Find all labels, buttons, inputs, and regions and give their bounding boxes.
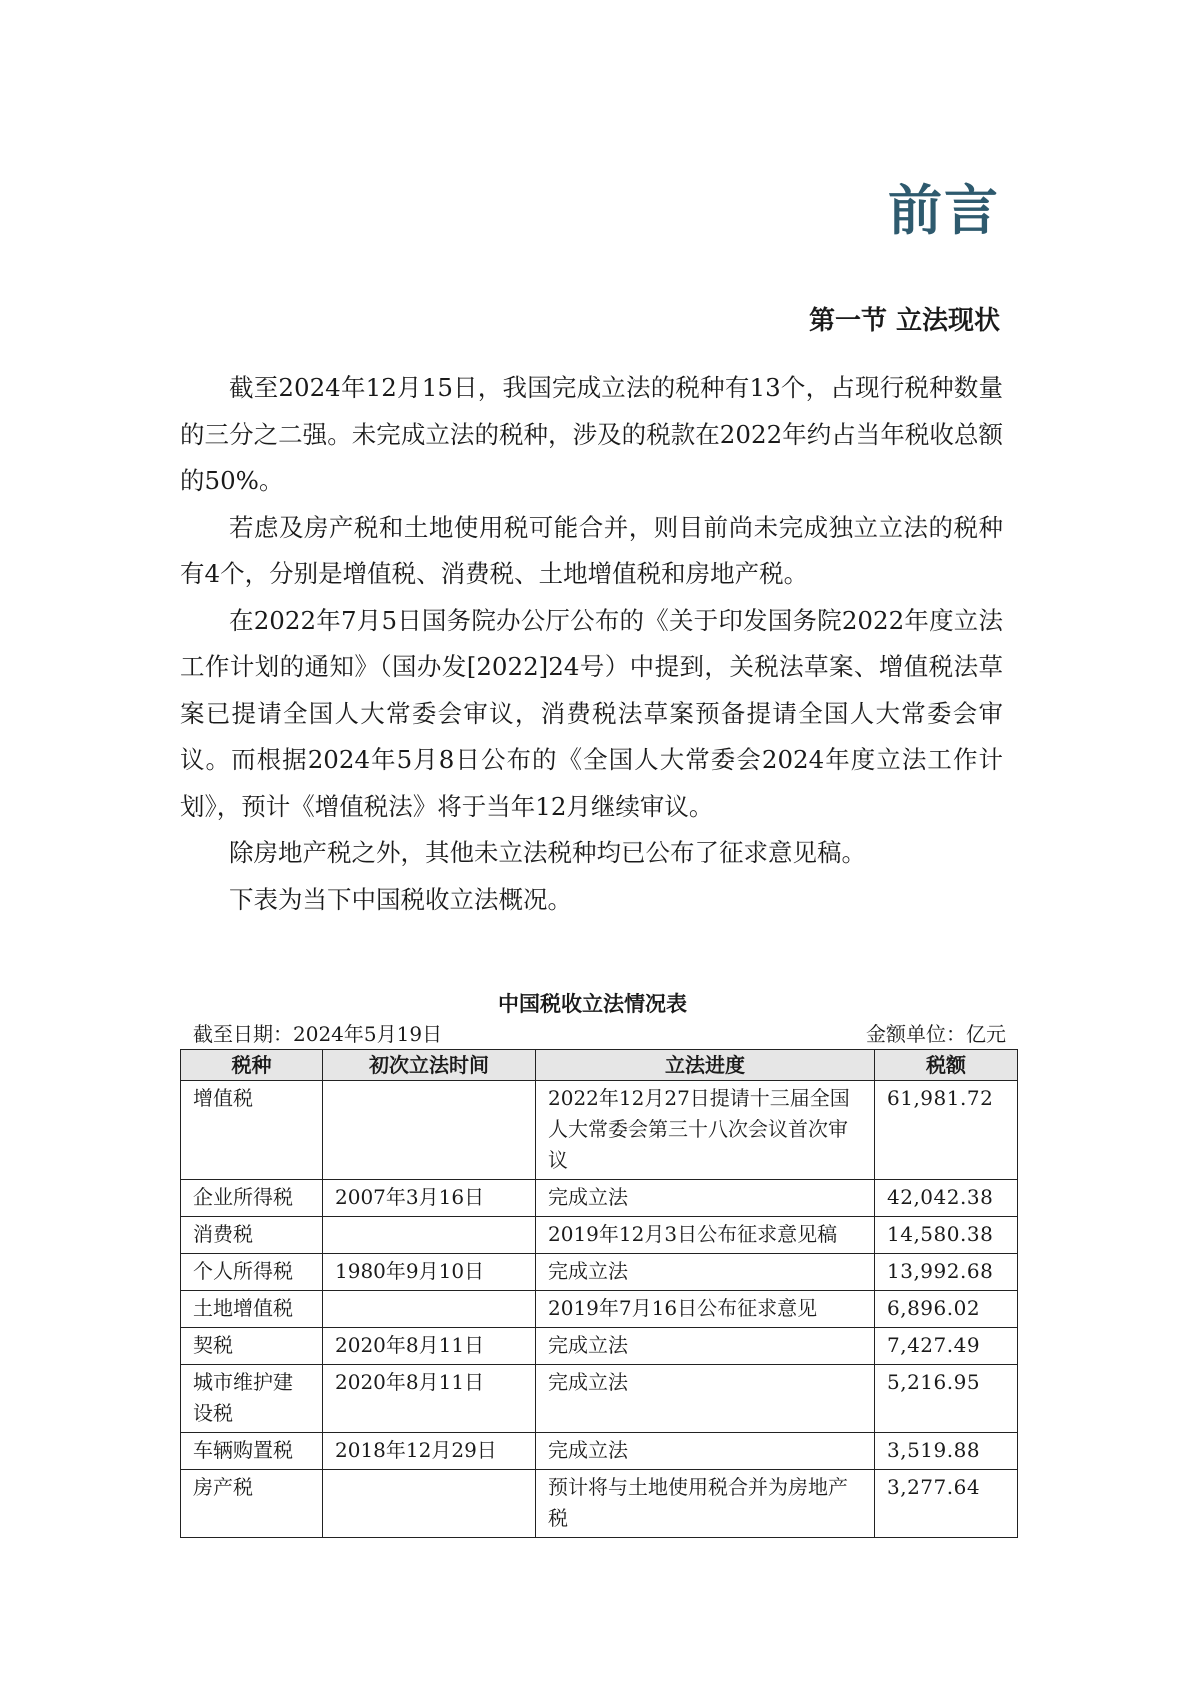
paragraph: 除房地产税之外，其他未立法税种均已公布了征求意见稿。 <box>229 838 866 867</box>
cell-first: 2020年8月11日 <box>323 1328 536 1365</box>
paragraph: 在2022年7月5日国务院办公厅公布的《关于印发国务院2022年度立法工作计划的通知》（国办发[2022]24号）中提到，关税法草案、增值税法草案已提请全国人大常委会审议，消费税法草案预备提请全国人大常委会审议。而根据2024年5月8日公布的《全国人大常委会2024年度立法工作计划》，预计《增值税法》将于当年12月继续审议。 <box>180 605 1003 821</box>
chapter-title: 前言 <box>888 179 1000 242</box>
table-header-row <box>181 1050 1018 1081</box>
cell-tax: 企业所得税 <box>181 1180 323 1217</box>
cell-first <box>323 1291 536 1328</box>
cell-first: 1980年9月10日 <box>323 1254 536 1291</box>
cell-first <box>323 1217 536 1254</box>
paragraph: 截至2024年12月15日，我国完成立法的税种有13个，占现行税种数量的三分之二强。未完成立法的税种，涉及的税款在2022年约占当年税收总额的50%。 <box>180 373 1003 495</box>
cell-amount: 61,981.72 <box>875 1081 1018 1180</box>
cell-amount: 3,277.64 <box>875 1470 1018 1538</box>
cell-tax: 车辆购置税 <box>181 1433 323 1470</box>
cell-tax: 城市维护建设税 <box>181 1365 323 1433</box>
cell-tax: 土地增值税 <box>181 1291 323 1328</box>
cell-amount: 13,992.68 <box>875 1254 1018 1291</box>
cell-first: 2020年8月11日 <box>323 1365 536 1433</box>
cell-progress: 2019年12月3日公布征求意见稿 <box>536 1217 875 1254</box>
cell-progress: 完成立法 <box>536 1328 875 1365</box>
cell-first: 2018年12月29日 <box>323 1433 536 1470</box>
table-row <box>181 1291 1018 1328</box>
table-row <box>181 1180 1018 1217</box>
cell-tax: 消费税 <box>181 1217 323 1254</box>
header-progress: 立法进度 <box>536 1050 875 1081</box>
cell-amount: 5,216.95 <box>875 1365 1018 1433</box>
header-first-legislation: 初次立法时间 <box>323 1050 536 1081</box>
table-unit-label: 金额单位：亿元 <box>866 1022 1006 1046</box>
cell-progress: 预计将与土地使用税合并为房地产税 <box>536 1470 875 1538</box>
section-title: 第一节 立法现状 <box>808 306 1000 336</box>
tax-legislation-table <box>180 1049 1018 1538</box>
table-row <box>181 1433 1018 1470</box>
table-row <box>181 1470 1018 1538</box>
cell-progress: 2019年7月16日公布征求意见 <box>536 1291 875 1328</box>
table-row <box>181 1217 1018 1254</box>
cell-first <box>323 1081 536 1180</box>
cell-first <box>323 1470 536 1538</box>
paragraph: 若虑及房产税和土地使用税可能合并，则目前尚未完成独立立法的税种有4个，分别是增值税、消费税、土地增值税和房地产税。 <box>180 512 1003 588</box>
table-title: 中国税收立法情况表 <box>498 992 687 1016</box>
header-amount: 税额 <box>875 1050 1018 1081</box>
table-row <box>181 1081 1018 1180</box>
body-text <box>180 365 1003 923</box>
cell-amount: 3,519.88 <box>875 1433 1018 1470</box>
cell-progress: 完成立法 <box>536 1254 875 1291</box>
paragraph: 下表为当下中国税收立法概况。 <box>229 884 572 914</box>
cell-first: 2007年3月16日 <box>323 1180 536 1217</box>
cell-tax: 增值税 <box>181 1081 323 1180</box>
table-row <box>181 1365 1018 1433</box>
table-row <box>181 1328 1018 1365</box>
cell-amount: 6,896.02 <box>875 1291 1018 1328</box>
cell-tax: 个人所得税 <box>181 1254 323 1291</box>
table-date-label: 截至日期：2024年5月19日 <box>193 1022 443 1046</box>
cell-progress: 完成立法 <box>536 1433 875 1470</box>
cell-amount: 42,042.38 <box>875 1180 1018 1217</box>
cell-progress: 完成立法 <box>536 1180 875 1217</box>
header-tax-type: 税种 <box>181 1050 323 1081</box>
cell-amount: 7,427.49 <box>875 1328 1018 1365</box>
cell-progress: 2022年12月27日提请十三届全国人大常委会第三十八次会议首次审议 <box>536 1081 875 1180</box>
cell-progress: 完成立法 <box>536 1365 875 1433</box>
table-row <box>181 1254 1018 1291</box>
cell-amount: 14,580.38 <box>875 1217 1018 1254</box>
cell-tax: 房产税 <box>181 1470 323 1538</box>
cell-tax: 契税 <box>181 1328 323 1365</box>
